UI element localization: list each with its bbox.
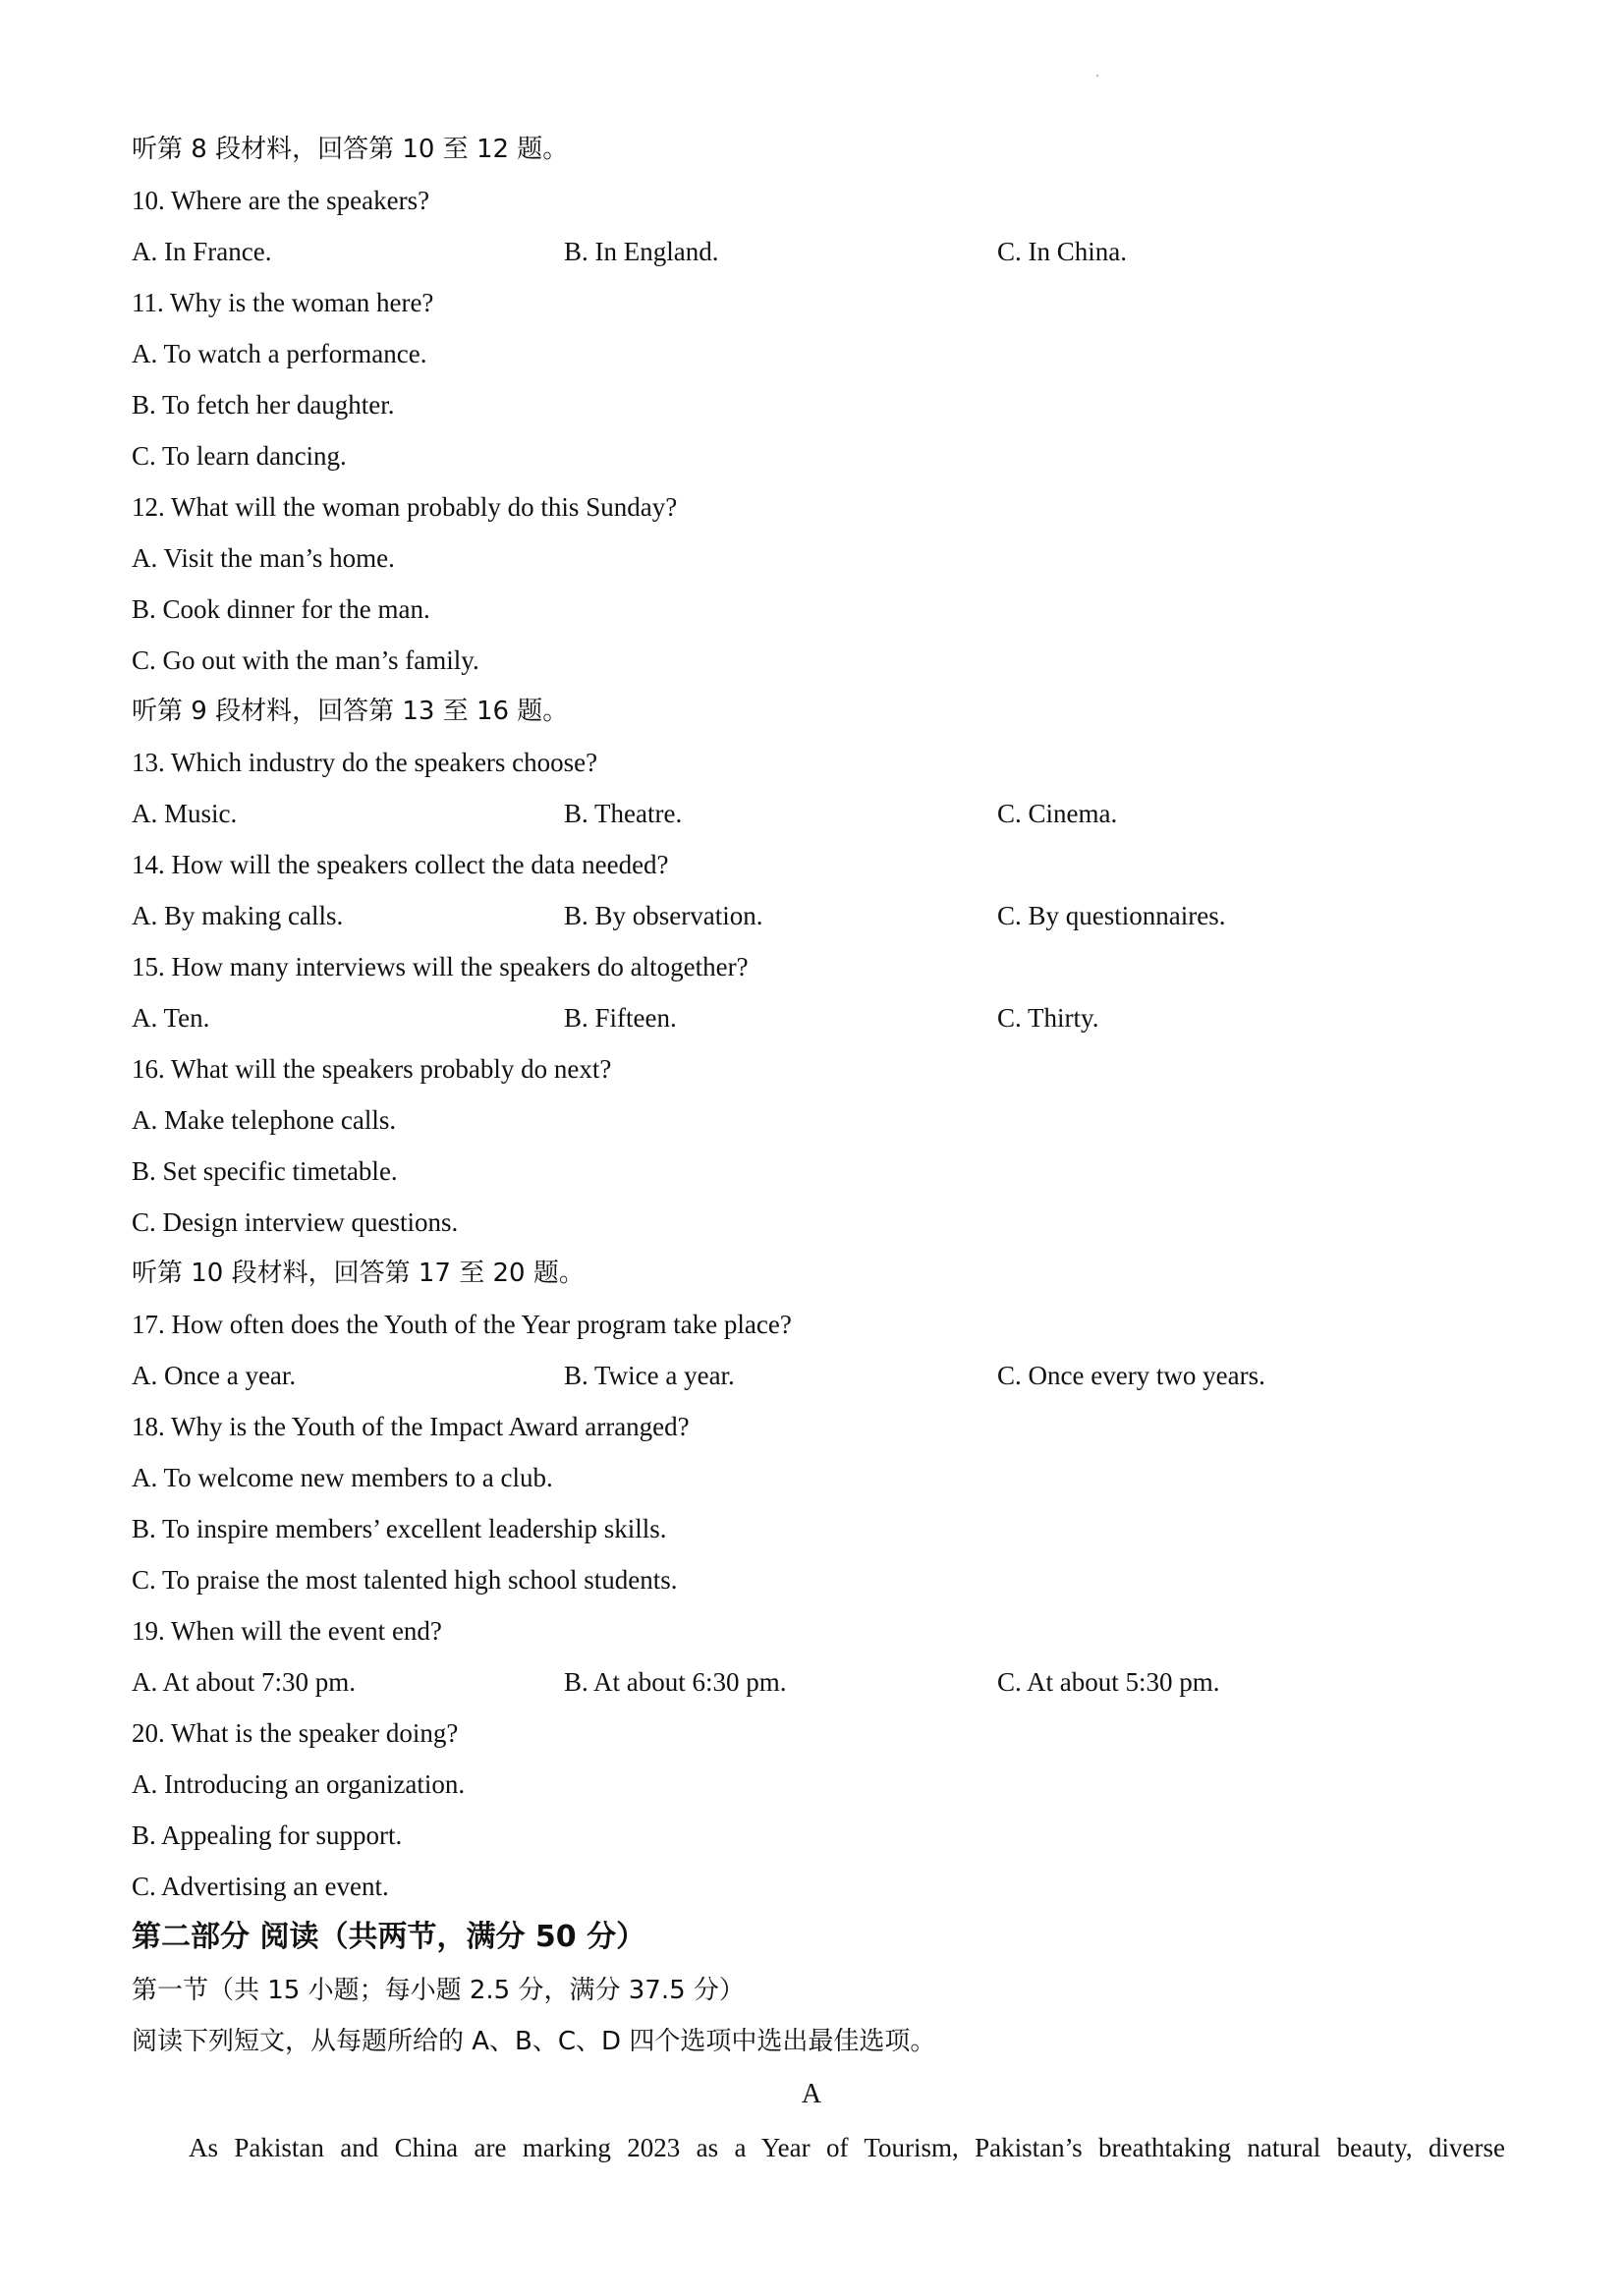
question-14-option-a: A. By making calls. xyxy=(132,901,344,930)
question-10: 10. Where are the speakers? xyxy=(132,186,430,215)
question-12: 12. What will the woman probably do this Sunday? xyxy=(132,492,678,522)
passage-a-first-line: As Pakistan and China are marking 2023 as a Year of Tourism, Pakistan’s breathtaking natural beauty, diverse xyxy=(189,2133,1505,2162)
question-14-option-c: C. By questionnaires. xyxy=(997,901,1226,930)
question-13: 13. Which industry do the speakers choose? xyxy=(132,748,598,777)
question-10-option-b: B. In England. xyxy=(564,237,719,266)
question-10-option-a: A. In France. xyxy=(132,237,272,266)
question-20-option-a: A. Introducing an organization. xyxy=(132,1769,466,1799)
question-14: 14. How will the speakers collect the data needed? xyxy=(132,850,669,879)
question-17-option-b: B. Twice a year. xyxy=(564,1361,735,1390)
question-17: 17. How often does the Youth of the Year program take place? xyxy=(132,1310,792,1339)
part-2-title: 第二部分 阅读（共两节，满分 50 分） xyxy=(132,1920,646,1954)
question-12-option-c: C. Go out with the man’s family. xyxy=(132,645,479,675)
question-14-option-b: B. By observation. xyxy=(564,901,763,930)
question-15-option-b: B. Fifteen. xyxy=(564,1003,677,1033)
question-15-option-a: A. Ten. xyxy=(132,1003,210,1033)
question-19-option-a: A. At about 7:30 pm. xyxy=(132,1667,356,1697)
question-18-option-a: A. To welcome new members to a club. xyxy=(132,1463,553,1492)
question-13-option-b: B. Theatre. xyxy=(564,799,683,828)
question-18-option-b: B. To inspire members’ excellent leadership skills. xyxy=(132,1514,667,1543)
question-19: 19. When will the event end? xyxy=(132,1616,442,1646)
question-11-option-a: A. To watch a performance. xyxy=(132,339,427,368)
question-13-option-c: C. Cinema. xyxy=(997,799,1118,828)
question-10-option-c: C. In China. xyxy=(997,237,1127,266)
question-17-option-a: A. Once a year. xyxy=(132,1361,297,1390)
question-11: 11. Why is the woman here? xyxy=(132,288,434,317)
question-16-option-a: A. Make telephone calls. xyxy=(132,1105,397,1135)
question-20-option-c: C. Advertising an event. xyxy=(132,1872,389,1901)
question-15-option-c: C. Thirty. xyxy=(997,1003,1099,1033)
question-20: 20. What is the speaker doing? xyxy=(132,1718,459,1748)
question-17-options xyxy=(132,1358,1507,1393)
section-8-header: 听第 8 段材料，回答第 10 至 12 题。 xyxy=(132,135,569,164)
question-12-option-b: B. Cook dinner for the man. xyxy=(132,594,430,624)
question-13-option-a: A. Music. xyxy=(132,799,238,828)
scan-speck xyxy=(1096,75,1098,77)
question-19-option-c: C. At about 5:30 pm. xyxy=(997,1667,1220,1697)
question-11-option-b: B. To fetch her daughter. xyxy=(132,390,395,420)
question-15: 15. How many interviews will the speakers do altogether? xyxy=(132,952,749,981)
question-16: 16. What will the speakers probably do next? xyxy=(132,1054,612,1084)
part-2-instruction: 阅读下列短文，从每题所给的 A、B、C、D 四个选项中选出最佳选项。 xyxy=(132,2027,936,2056)
question-14-options xyxy=(132,898,1507,933)
question-19-option-b: B. At about 6:30 pm. xyxy=(564,1667,787,1697)
question-18: 18. Why is the Youth of the Impact Award arranged? xyxy=(132,1412,690,1441)
question-13-options xyxy=(132,796,1507,831)
question-18-option-c: C. To praise the most talented high school students. xyxy=(132,1565,678,1595)
question-11-option-c: C. To learn dancing. xyxy=(132,441,347,471)
section-10-header: 听第 10 段材料，回答第 17 至 20 题。 xyxy=(132,1259,585,1288)
question-15-options xyxy=(132,1000,1507,1036)
section-9-header: 听第 9 段材料，回答第 13 至 16 题。 xyxy=(132,697,569,726)
question-17-option-c: C. Once every two years. xyxy=(997,1361,1265,1390)
passage-label: A xyxy=(801,2079,822,2109)
question-12-option-a: A. Visit the man’s home. xyxy=(132,543,395,573)
question-19-options xyxy=(132,1664,1507,1700)
question-16-option-b: B. Set specific timetable. xyxy=(132,1156,398,1186)
question-16-option-c: C. Design interview questions. xyxy=(132,1207,459,1237)
question-20-option-b: B. Appealing for support. xyxy=(132,1820,403,1850)
question-10-options xyxy=(132,234,1507,269)
part-2-section-1-header: 第一节（共 15 小题；每小题 2.5 分，满分 37.5 分） xyxy=(132,1976,745,2005)
